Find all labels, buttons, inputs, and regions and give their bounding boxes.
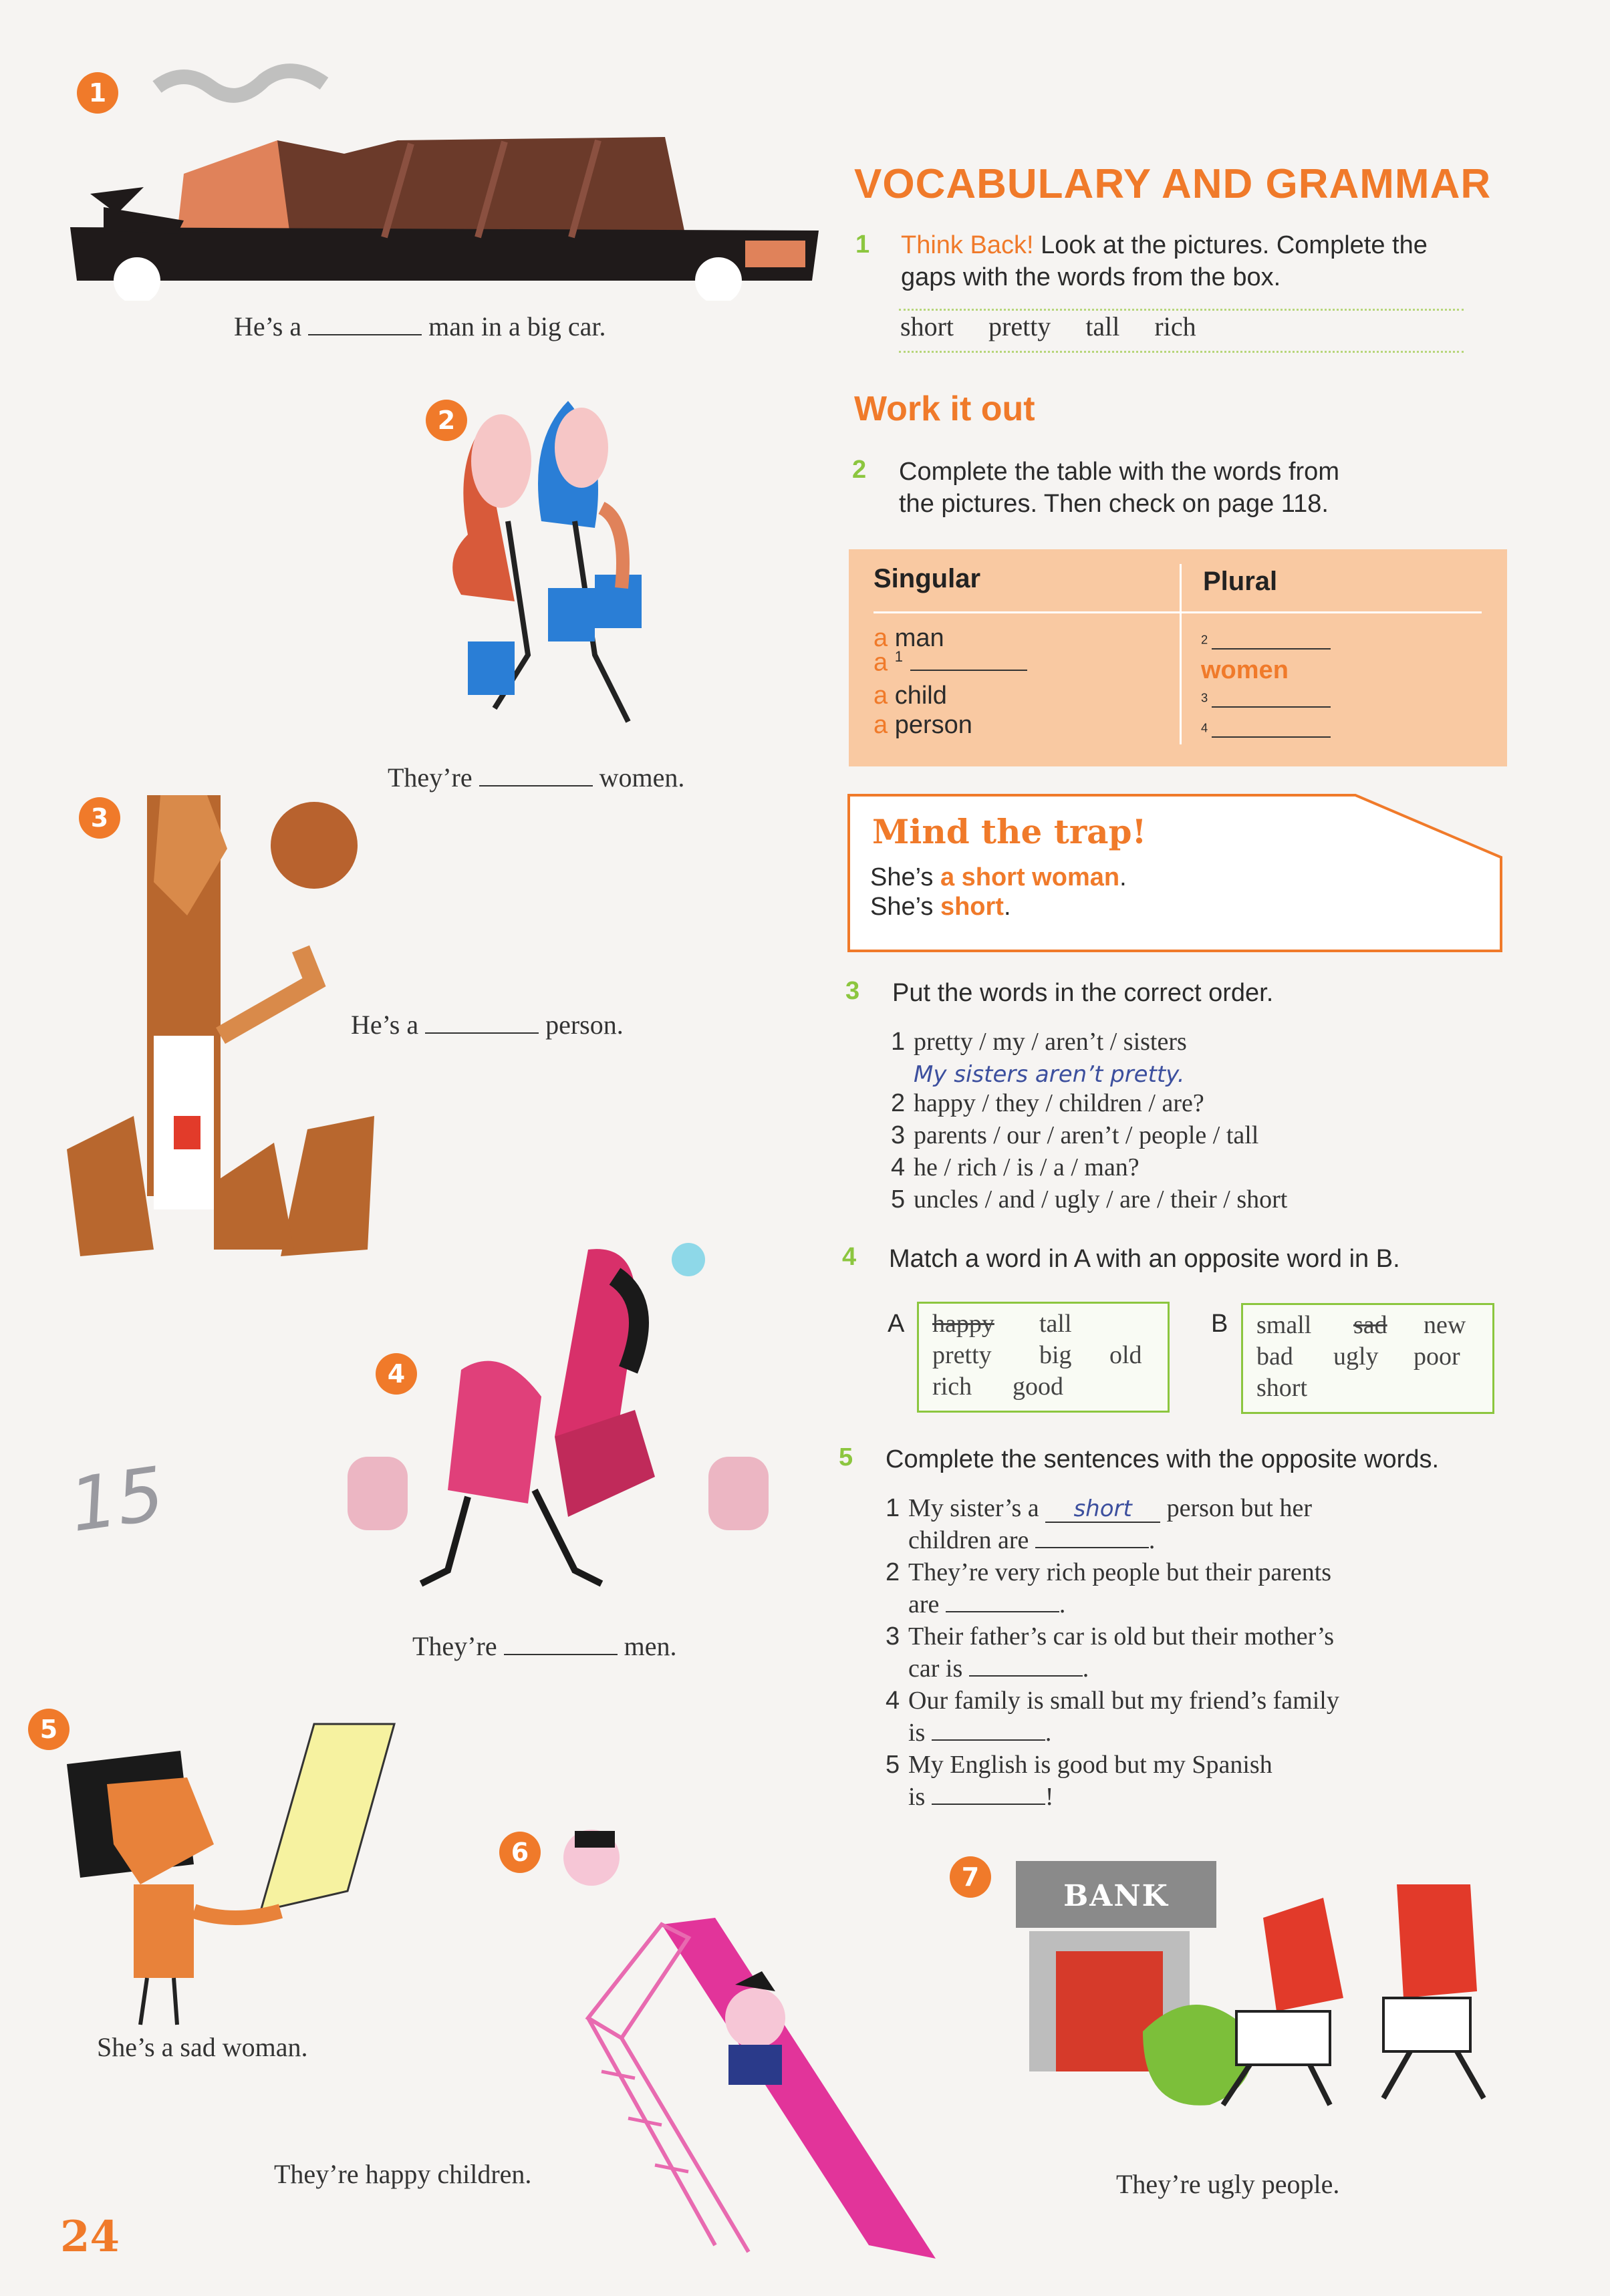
ex5-item-1 — [886, 1492, 1487, 1524]
word-new: new — [1424, 1311, 1466, 1339]
plural-row-1 — [1201, 624, 1331, 654]
item-number: 2 — [886, 1558, 900, 1586]
ex5-items — [886, 1492, 1487, 1813]
word-rich: rich — [932, 1373, 972, 1401]
ex5-item-4 — [886, 1685, 1487, 1717]
work-it-out-heading: Work it out — [854, 390, 1035, 428]
item-text: parents / our / aren’t / people / tall — [914, 1121, 1259, 1149]
item-text: My sister’s a — [908, 1494, 1039, 1522]
ex5-item-3 — [886, 1620, 1487, 1653]
word-tall: tall — [1085, 311, 1120, 341]
trap-line-1 — [870, 863, 1127, 892]
slide-children-illustration — [548, 1818, 962, 2285]
word-short: short — [900, 311, 954, 341]
ex1-instruction — [901, 229, 1462, 293]
car-illustration — [63, 60, 832, 301]
item-number: 1 — [891, 1028, 906, 1056]
trap-period: . — [1119, 863, 1127, 891]
item-text: children are — [908, 1526, 1029, 1554]
caption-3-gap — [425, 1012, 539, 1034]
page-number: 24 — [60, 2212, 120, 2262]
item-number: 3 — [886, 1622, 900, 1651]
ex5-gap — [1035, 1527, 1149, 1548]
caption-2-start: They’re — [388, 762, 473, 793]
picture-number-6: 6 — [499, 1832, 541, 1873]
caption-1-end: man in a big car. — [428, 311, 606, 341]
word-sad-crossed: sad — [1353, 1311, 1387, 1339]
article: a — [874, 624, 888, 652]
caption-4-gap — [504, 1634, 618, 1655]
bank-sign: BANK — [1063, 1879, 1169, 1913]
plural-gap — [1212, 715, 1331, 738]
ex5-item-4-line-2 — [886, 1717, 1487, 1749]
item-text: pretty / my / aren’t / sisters — [914, 1028, 1187, 1056]
word-box-bottom-border — [899, 351, 1464, 353]
trap-she: She’s — [870, 893, 934, 921]
word-short: short — [1256, 1374, 1307, 1402]
ex5-item-2-line-2 — [886, 1588, 1487, 1620]
caption-2 — [388, 762, 684, 793]
word-small: small — [1256, 1311, 1312, 1339]
caption-6: They’re happy children. — [274, 2159, 532, 2189]
item-text: Our family is small but my friend’s family — [908, 1687, 1339, 1715]
handwritten-answer: My sisters aren’t pretty. — [914, 1061, 1185, 1088]
word-happy-crossed: happy — [932, 1310, 994, 1338]
handwritten-margin-number: 15 — [64, 1450, 170, 1549]
picture-number-1: 1 — [77, 72, 118, 114]
item-text: person but her — [1166, 1494, 1313, 1522]
picture-number-2: 2 — [426, 400, 467, 441]
women-illustration — [428, 388, 682, 762]
word-box-b — [1241, 1303, 1494, 1414]
word-tall: tall — [1039, 1310, 1072, 1338]
ex5-gap — [932, 1783, 1045, 1805]
ex2-instruction: Complete the table with the words from the pictures. Then check on page 118. — [899, 458, 1339, 518]
sad-woman-illustration — [60, 1711, 408, 2031]
caption-3-end: person. — [545, 1010, 624, 1040]
word-pretty: pretty — [988, 311, 1051, 341]
ex1-text: Look at the pictures. Complete the gaps with the words from the box. — [901, 231, 1428, 291]
word-good: good — [1013, 1373, 1063, 1401]
item-number: 4 — [886, 1687, 900, 1715]
item-text: he / rich / is / a / man? — [914, 1153, 1139, 1181]
plural-gap — [1212, 624, 1331, 650]
picture-number-4: 4 — [376, 1353, 417, 1395]
singular-row-4 — [874, 711, 972, 740]
ex5-item-1-line-2 — [886, 1524, 1487, 1556]
ex3-items — [891, 1026, 1287, 1215]
word-poor: poor — [1414, 1342, 1460, 1371]
caption-4-start: They’re — [412, 1631, 497, 1661]
article: a — [874, 711, 888, 739]
item-number: 5 — [886, 1751, 900, 1779]
tall-man-illustration — [53, 782, 401, 1270]
ex5-number: 5 — [839, 1443, 853, 1471]
item-number: 1 — [886, 1494, 900, 1522]
ex3-answer-1 — [891, 1058, 1287, 1087]
plural-row-4 — [1201, 715, 1331, 742]
item-number: 3 — [891, 1121, 906, 1149]
trap-highlight: a short woman — [940, 863, 1120, 891]
item-end: . — [1148, 1526, 1156, 1554]
article: a — [874, 648, 888, 677]
trap-highlight: short — [940, 893, 1004, 921]
gap-number: 2 — [1201, 632, 1208, 647]
ex3-item-5 — [891, 1183, 1287, 1215]
picture-number-7: 7 — [950, 1856, 991, 1898]
caption-7: They’re ugly people. — [1116, 2169, 1340, 2199]
ex5-gap — [932, 1719, 1045, 1741]
box-b-label: B — [1211, 1310, 1228, 1338]
ex5-item-5 — [886, 1749, 1487, 1781]
ex5-gap — [946, 1591, 1059, 1612]
word-pretty: pretty — [932, 1341, 992, 1369]
ex5-item-5-line-2 — [886, 1781, 1487, 1813]
ex5-item-3-line-2 — [886, 1653, 1487, 1685]
ex3-item-4 — [891, 1151, 1287, 1183]
picture-number-5: 5 — [28, 1709, 70, 1750]
ex4-number: 4 — [842, 1243, 857, 1271]
section-title: VOCABULARY AND GRAMMAR — [854, 161, 1492, 207]
word-ugly: ugly — [1333, 1342, 1379, 1371]
ex3-item-1 — [891, 1026, 1287, 1058]
singular-row-2 — [874, 648, 1027, 678]
gap-number: 4 — [1201, 720, 1208, 735]
nouns-table — [849, 549, 1507, 766]
caption-4 — [412, 1630, 676, 1662]
think-back-label: Think Back! — [901, 231, 1034, 259]
singular-row-3 — [874, 682, 947, 710]
item-text: happy / they / children / are? — [914, 1089, 1204, 1117]
item-text: Their father’s car is old but their mother’s — [908, 1622, 1335, 1651]
table-header-singular: Singular — [874, 564, 981, 593]
ex1-number: 1 — [855, 231, 870, 259]
trap-she: She’s — [870, 863, 934, 891]
box-a-label: A — [888, 1310, 905, 1338]
trap-line-2 — [870, 893, 1011, 921]
word-box-a — [917, 1302, 1170, 1413]
trap-title: Mind the trap! — [872, 812, 1147, 851]
item-text: My English is good but my Spanish — [908, 1751, 1272, 1779]
caption-1-start: He’s a — [234, 311, 302, 341]
noun: man — [894, 624, 944, 652]
dancing-men-illustration — [334, 1236, 789, 1624]
plural-row-3 — [1201, 685, 1331, 712]
ex5-answer-gap — [1045, 1495, 1160, 1523]
ex3-instruction: Put the words in the correct order. — [892, 979, 1274, 1007]
ex2-number: 2 — [852, 456, 867, 484]
noun: person — [894, 711, 972, 739]
item-text: car is — [908, 1655, 963, 1683]
item-number: 5 — [891, 1185, 906, 1213]
item-text: uncles / and / ugly / are / their / short — [914, 1185, 1288, 1213]
handwritten-answer: short — [1073, 1495, 1132, 1522]
item-text: is — [908, 1783, 926, 1811]
item-number: 4 — [891, 1153, 906, 1181]
ex5-gap — [969, 1655, 1083, 1677]
gap-number: 1 — [894, 648, 903, 665]
ex5-instruction: Complete the sentences with the opposite words. — [886, 1445, 1440, 1473]
item-text: are — [908, 1590, 940, 1618]
gap-number: 3 — [1201, 690, 1208, 705]
ex4-instruction: Match a word in A with an opposite word in B. — [889, 1245, 1400, 1273]
ex1-word-box — [900, 311, 1196, 342]
ex3-item-2 — [891, 1087, 1287, 1119]
word-rich: rich — [1154, 311, 1196, 341]
item-text: They’re very rich people but their parents — [908, 1558, 1332, 1586]
article: a — [874, 682, 888, 710]
plural-row-2: women — [1201, 656, 1289, 684]
word-bad: bad — [1256, 1342, 1293, 1371]
trap-period: . — [1003, 893, 1011, 921]
noun: child — [894, 682, 947, 710]
word-big: big — [1039, 1341, 1072, 1369]
item-end: ! — [1045, 1783, 1054, 1811]
caption-2-end: women. — [599, 762, 685, 793]
table-header-plural: Plural — [1203, 567, 1278, 596]
singular-gap — [910, 651, 1027, 671]
caption-2-gap — [479, 765, 593, 786]
caption-3-start: He’s a — [351, 1010, 419, 1040]
caption-3 — [351, 1009, 624, 1040]
caption-1-gap — [308, 314, 422, 335]
word-old: old — [1109, 1341, 1142, 1369]
table-header-line — [874, 611, 1482, 613]
table-column-divider — [1180, 564, 1182, 744]
caption-4-end: men. — [624, 1631, 677, 1661]
item-end: . — [1082, 1655, 1089, 1683]
ex3-number: 3 — [845, 977, 860, 1005]
plural-gap — [1212, 685, 1331, 708]
item-text: is — [908, 1719, 926, 1747]
picture-number-3: 3 — [79, 797, 120, 839]
ex5-item-2 — [886, 1556, 1487, 1588]
item-number: 2 — [891, 1089, 906, 1117]
item-end: . — [1059, 1590, 1066, 1618]
caption-5: She’s a sad woman. — [97, 2032, 308, 2062]
caption-1 — [234, 311, 606, 342]
item-end: . — [1045, 1719, 1052, 1747]
ex3-item-3 — [891, 1119, 1287, 1151]
